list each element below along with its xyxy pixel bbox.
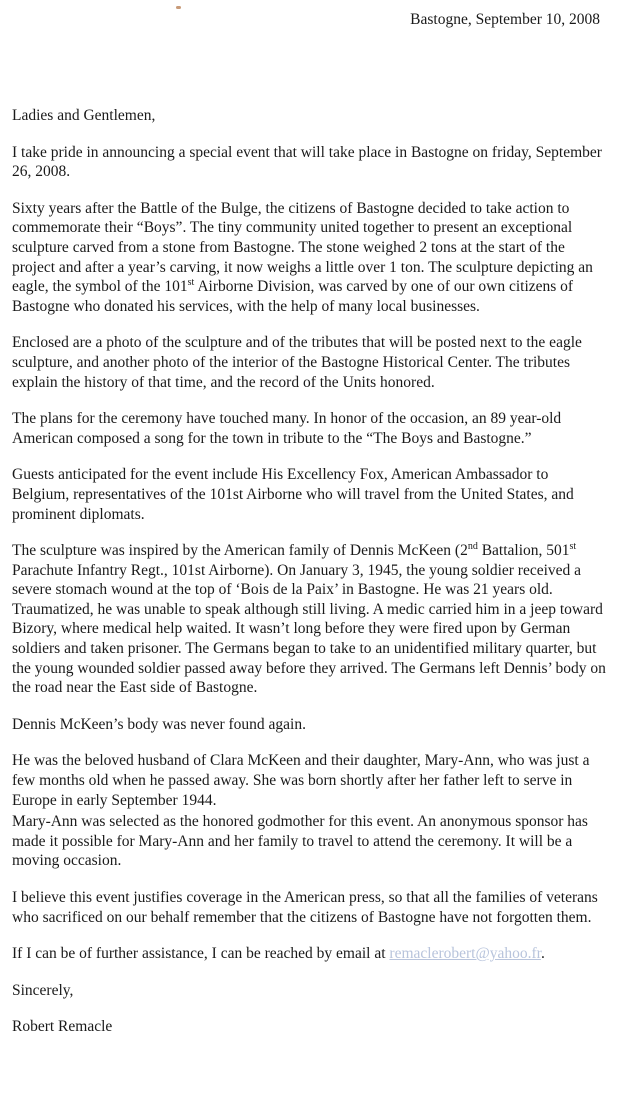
dateline: Bastogne, September 10, 2008 — [410, 11, 600, 28]
contact-text: If I can be of further assistance, I can be reached by email at — [12, 945, 390, 963]
paragraph-7: Dennis McKeen’s body was never found again. — [12, 715, 306, 733]
paragraph-10: I believe this event justifies coverage in the American press, so that all the families of veterans who sacrificed on our behalf remember that the citizens of Bastogne have not forgotten them. — [12, 889, 598, 926]
closing: Sincerely, — [12, 981, 74, 999]
paragraph-9: Mary-Ann was selected as the honored godmother for this event. An anonymous sponsor has made it possible for Mary-Ann and her family to travel to attend the ceremony. It will be a moving occasion. — [12, 813, 588, 870]
email-link[interactable]: remaclerobert@yahoo.fr — [389, 945, 541, 963]
paragraph-2: Sixty years after the Battle of the Bulge, the citizens of Bastogne decided to take action to commemorate their “Boys”. The tiny community united together to present an exceptional sculpture carved from a stone from Bastogne. The stone weighed 2 tons at the start of the project and after a year’s carving, it now weighs a little over 1 ton. The sculpture depicting an eagle, the symbol of the 101st Airborne Division, was carved by one of our own citizens of Bastogne who donated his services, with the help of many local businesses. — [12, 199, 593, 315]
signature: Robert Remacle — [12, 1018, 113, 1036]
contact-paragraph — [12, 944, 606, 964]
paragraph-3: Enclosed are a photo of the sculpture and of the tributes that will be posted next to the eagle sculpture, and another photo of the interior of the Bastogne Historical Center. The tributes explain the history of that time, and the record of the Units honored. — [12, 334, 582, 391]
salutation: Ladies and Gentlemen, — [12, 107, 156, 124]
ink-mark — [176, 6, 181, 9]
contact-end: . — [540, 945, 545, 963]
paragraph-5: Guests anticipated for the event include His Excellency Fox, American Ambassador to Belgium, representatives of the 101st Airborne who will travel from the United States, and prominent diplomats. — [12, 466, 574, 523]
paragraph-1: I take pride in announcing a special event that will take place in Bastogne on friday, September 26, 2008. — [12, 143, 602, 181]
letter-body — [12, 106, 606, 1054]
paragraph-6: The sculpture was inspired by the American family of Dennis McKeen (2nd Battalion, 501st Parachute Infantry Regt., 101st Airborne). On January 3, 1945, the young soldier received a severe stomach wound at the top of ‘Bois de la Paix’ in Bastogne. He was 21 years old. Traumatized, he was unable to speak although still living. A medic carried him in a jeep toward Bizory, where medical help waited. It wasn’t long before they were fired upon by German soldiers and taken prisoner. The Germans began to take to an unidentified military quarter, but the young wounded soldier passed away before they arrived. The Germans left Dennis’ body on the road near the East side of Bastogne. — [12, 540, 606, 697]
paragraph-4: The plans for the ceremony have touched many. In honor of the occasion, an 89 year-old American composed a song for the town in tribute to the “The Boys and Bastogne.” — [12, 410, 562, 447]
paragraph-8: He was the beloved husband of Clara McKeen and their daughter, Mary-Ann, who was just a few months old when he passed away. She was born shortly after her father left to serve in Europe in early September 1944. — [12, 752, 590, 809]
